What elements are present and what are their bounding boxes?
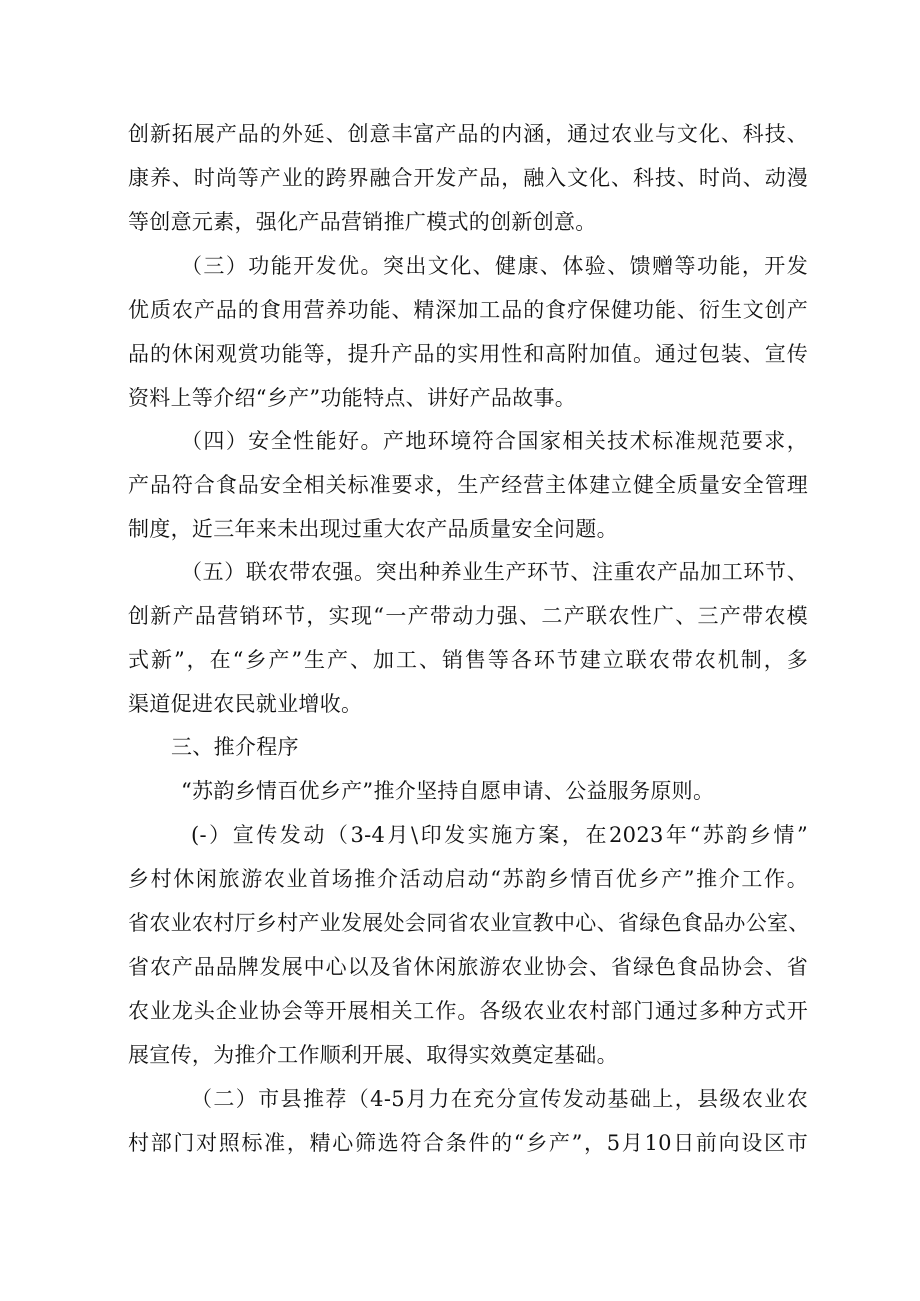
body-line: 农业龙头企业协会等开展相关工作。各级农业农村部门通过多种方式开 — [128, 999, 808, 1023]
body-line: 品的休闲观赏功能等，提升产品的实用性和高附加值。通过包装、宣传 — [128, 342, 808, 366]
body-line: 创新产品营销环节，实现“一产带动力强、二产联农性广、三产带农模 — [128, 604, 808, 628]
body-line: 优质农产品的食用营养功能、精深加工品的食疗保健功能、衍生文创产 — [128, 298, 808, 322]
body-line: 资料上等介绍“乡产”功能特点、讲好产品故事。 — [128, 386, 577, 410]
paragraph-first-line: （四）安全性能好。产地环境符合国家相关技术标准规范要求， — [181, 429, 808, 453]
body-line: 康养、时尚等产业的跨界融合开发产品，融入文化、科技、时尚、动漫 — [128, 166, 808, 190]
paragraph-first-line: （二）市县推荐（4-5月力在充分宣传发动基础上，县级农业农 — [191, 1087, 808, 1111]
body-line: 省农产品品牌发展中心以及省休闲旅游农业协会、省绿色食品协会、省 — [128, 955, 808, 979]
body-line: 乡村休闲旅游农业首场推介活动启动“苏韵乡情百优乡产”推介工作。 — [128, 867, 808, 891]
paragraph-first-line: (-）宣传发动（3-4月\印发实施方案，在2023年“苏韵乡情” — [191, 823, 808, 847]
body-line: 等创意元素，强化产品营销推广模式的创新创意。 — [128, 210, 597, 234]
body-line: 展宣传，为推介工作顺利开展、取得实效奠定基础。 — [128, 1043, 618, 1067]
body-line: 渠道促进农民就业增收。 — [128, 692, 363, 716]
section-heading: 三、推介程序 — [171, 735, 299, 759]
paragraph-first-line: （五）联农带农强。突出种养业生产环节、注重农产品加工环节、 — [181, 560, 808, 584]
body-line: 省农业农村厅乡村产业发展处会同省农业宣教中心、省绿色食品办公室、 — [128, 911, 810, 935]
body-line: 产品符合食品安全相关标准要求，生产经营主体建立健全质量安全管理 — [128, 473, 808, 497]
paragraph-first-line: “苏韵乡情百优乡产”推介坚持自愿申请、公益服务原则。 — [181, 779, 715, 803]
body-line: 村部门对照标准，精心筛选符合条件的“乡产”，5月10日前向设区市 — [128, 1131, 808, 1155]
paragraph-first-line: （三）功能开发优。突出文化、健康、体验、馈赠等功能，开发 — [181, 254, 808, 278]
body-line: 创新拓展产品的外延、创意丰富产品的内涵，通过农业与文化、科技、 — [128, 122, 808, 146]
body-line: 式新”，在“乡产”生产、加工、销售等各环节建立联农带农机制，多 — [128, 648, 808, 672]
body-line: 制度，近三年来未出现过重大农产品质量安全问题。 — [128, 517, 618, 541]
